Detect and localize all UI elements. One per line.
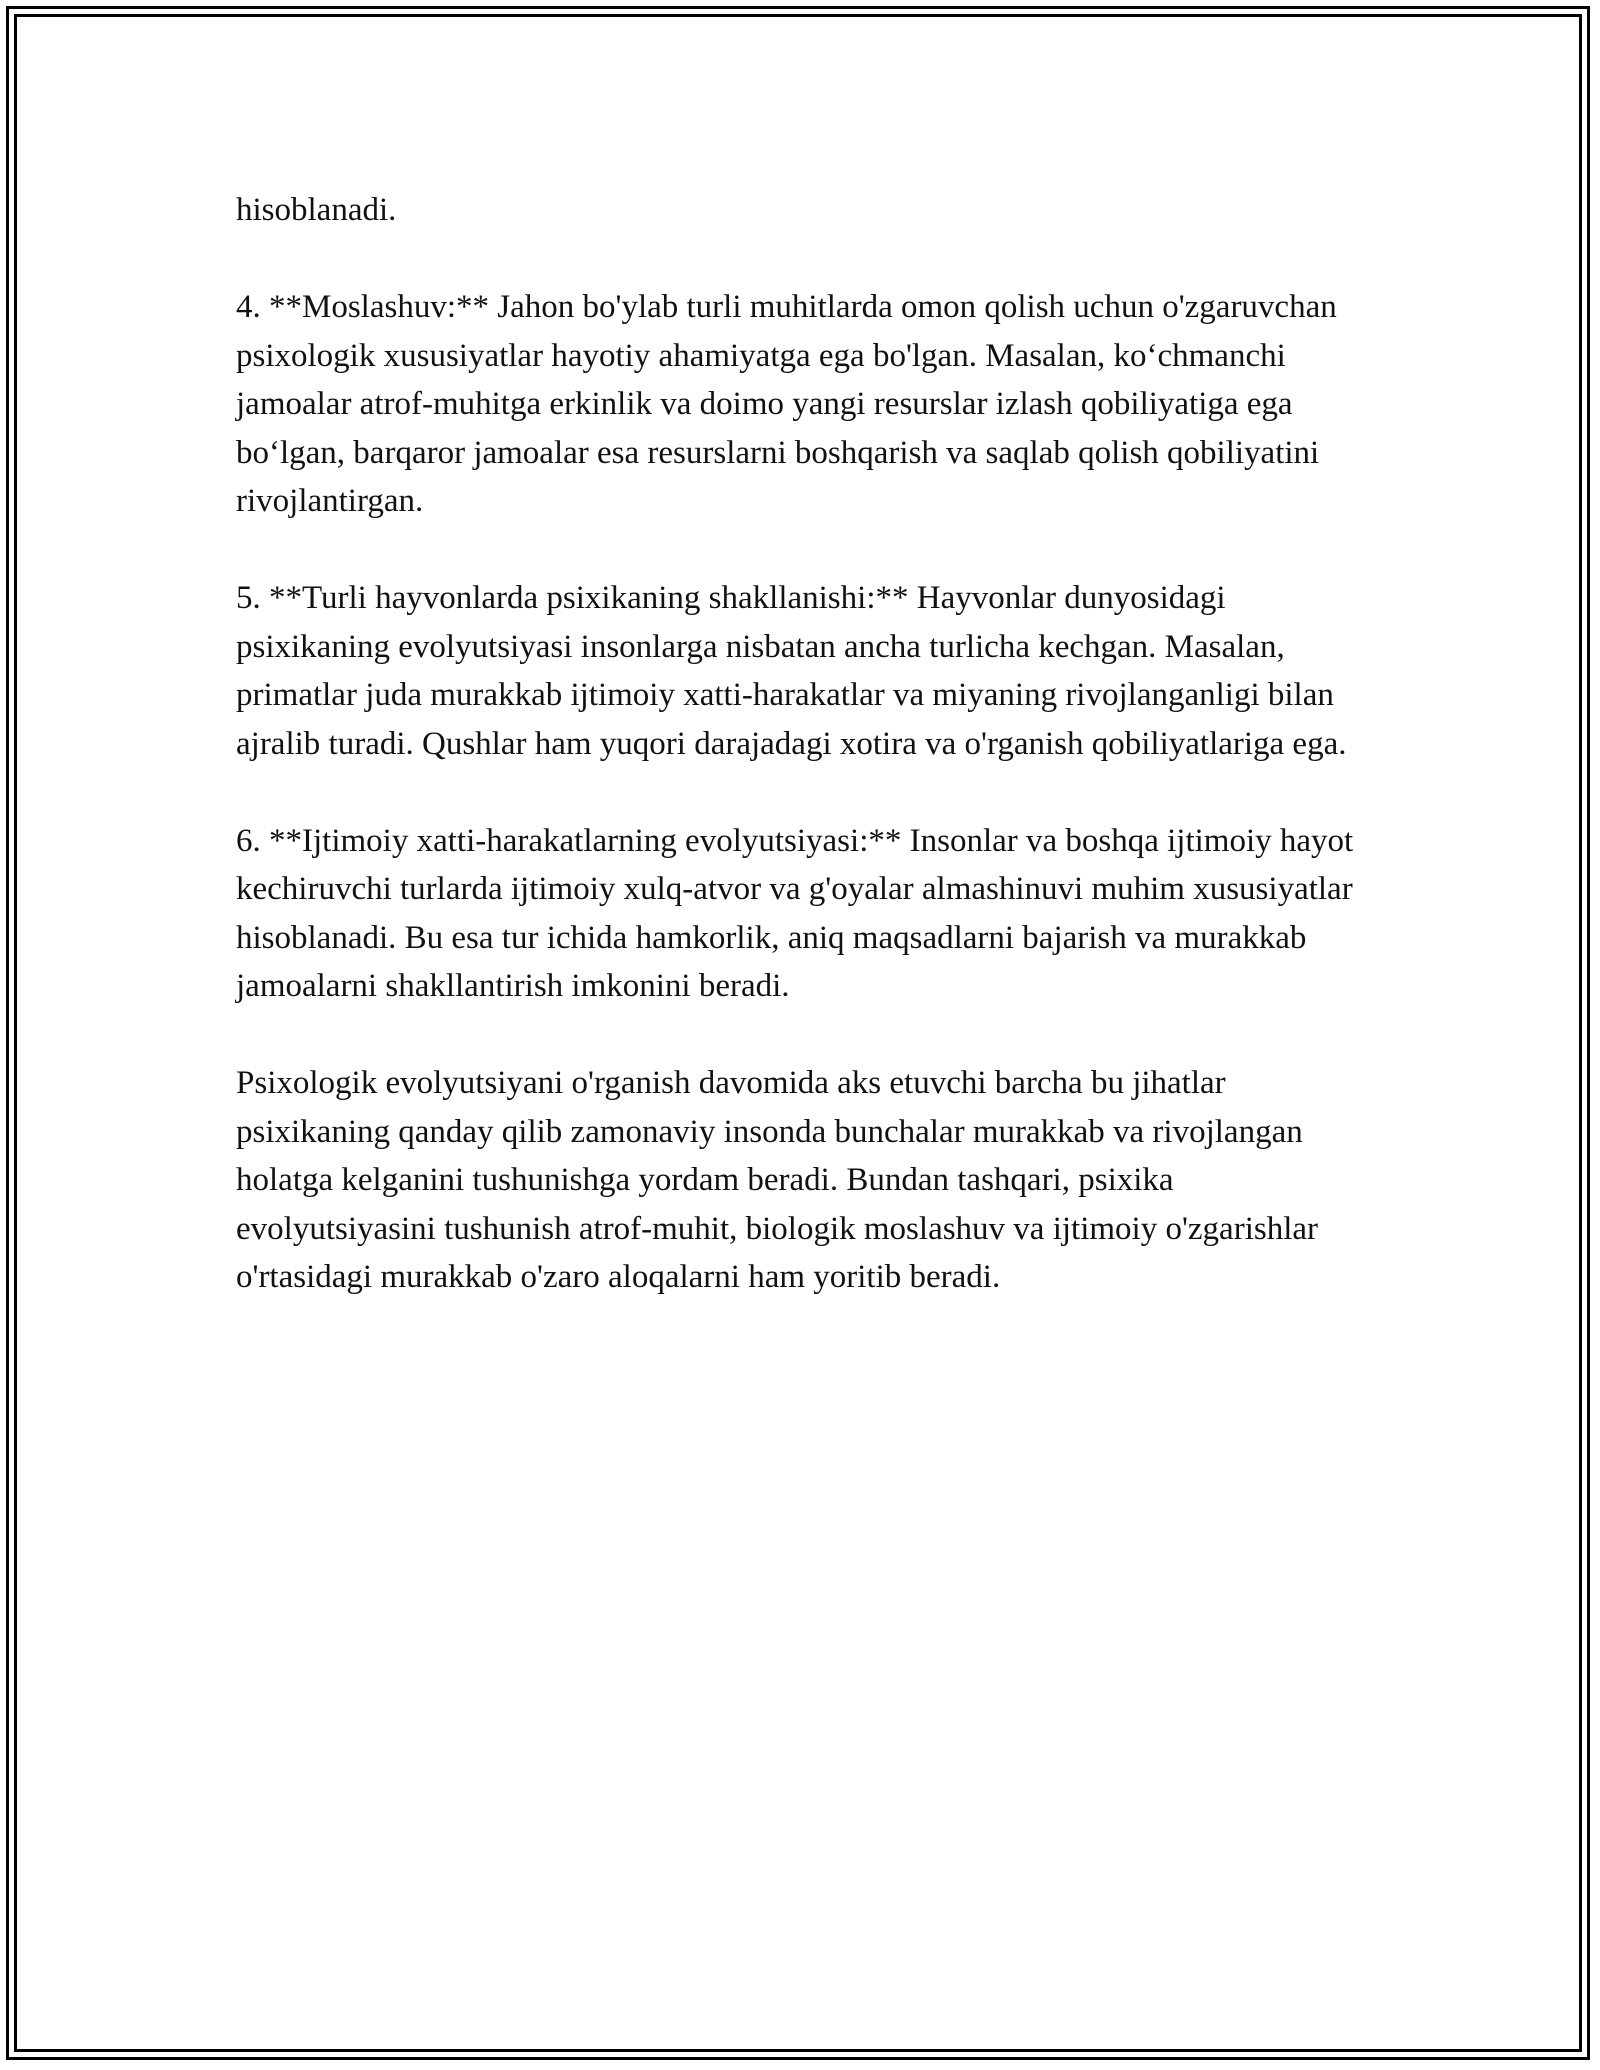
document-body — [236, 186, 1366, 1350]
paragraph-social-behavior: 6. **Ijtimoiy xatti-harakatlarning evolyutsiyasi:** Insonlar va boshqa ijtimoiy hayot kechiruvchi turlarda ijtimoiy xulq-atvor va g'oyalar almashinuvi muhim xususiyatlar hisoblanadi. Bu esa tur ichida hamkorlik, aniq maqsadlarni bajarish va murakkab jamoalarni shakllantirish imkonini beradi. — [236, 822, 1354, 1004]
paragraph-continuation: hisoblanadi. — [236, 192, 397, 228]
paragraph-animal-psyche: 5. **Turli hayvonlarda psixikaning shakllanishi:** Hayvonlar dunyosidagi psixikaning evolyutsiyasi insonlarga nisbatan ancha turlicha kechgan. Masalan, primatlar juda murakkab ijtimoiy xatti-harakatlar va miyaning rivojlanganligi bilan ajralib turadi. Qushlar ham yuqori darajadagi xotira va o'rganish qobiliyatlariga ega. — [236, 580, 1347, 762]
paragraph-conclusion: Psixologik evolyutsiyani o'rganish davomida aks etuvchi barcha bu jihatlar psixikaning qanday qilib zamonaviy insonda bunchalar murakkab va rivojlangan holatga kelganini tushunishga yordam beradi. Bundan tashqari, psixika evolyutsiyasini tushunish atrof-muhit, biologik moslashuv va ijtimoiy o'zgarishlar o'rtasidagi murakkab o'zaro aloqalarni ham yoritib beradi. — [236, 1065, 1319, 1295]
paragraph-adaptation: 4. **Moslashuv:** Jahon bo'ylab turli muhitlarda omon qolish uchun o'zgaruvchan psixologik xususiyatlar hayotiy ahamiyatga ega bo'lgan. Masalan, koʻchmanchi jamoalar atrof-muhitga erkinlik va doimo yangi resurslar izlash qobiliyatiga ega boʻlgan, barqaror jamoalar esa resurslarni boshqarish va saqlab qolish qobiliyatini rivojlantirgan. — [236, 289, 1337, 519]
